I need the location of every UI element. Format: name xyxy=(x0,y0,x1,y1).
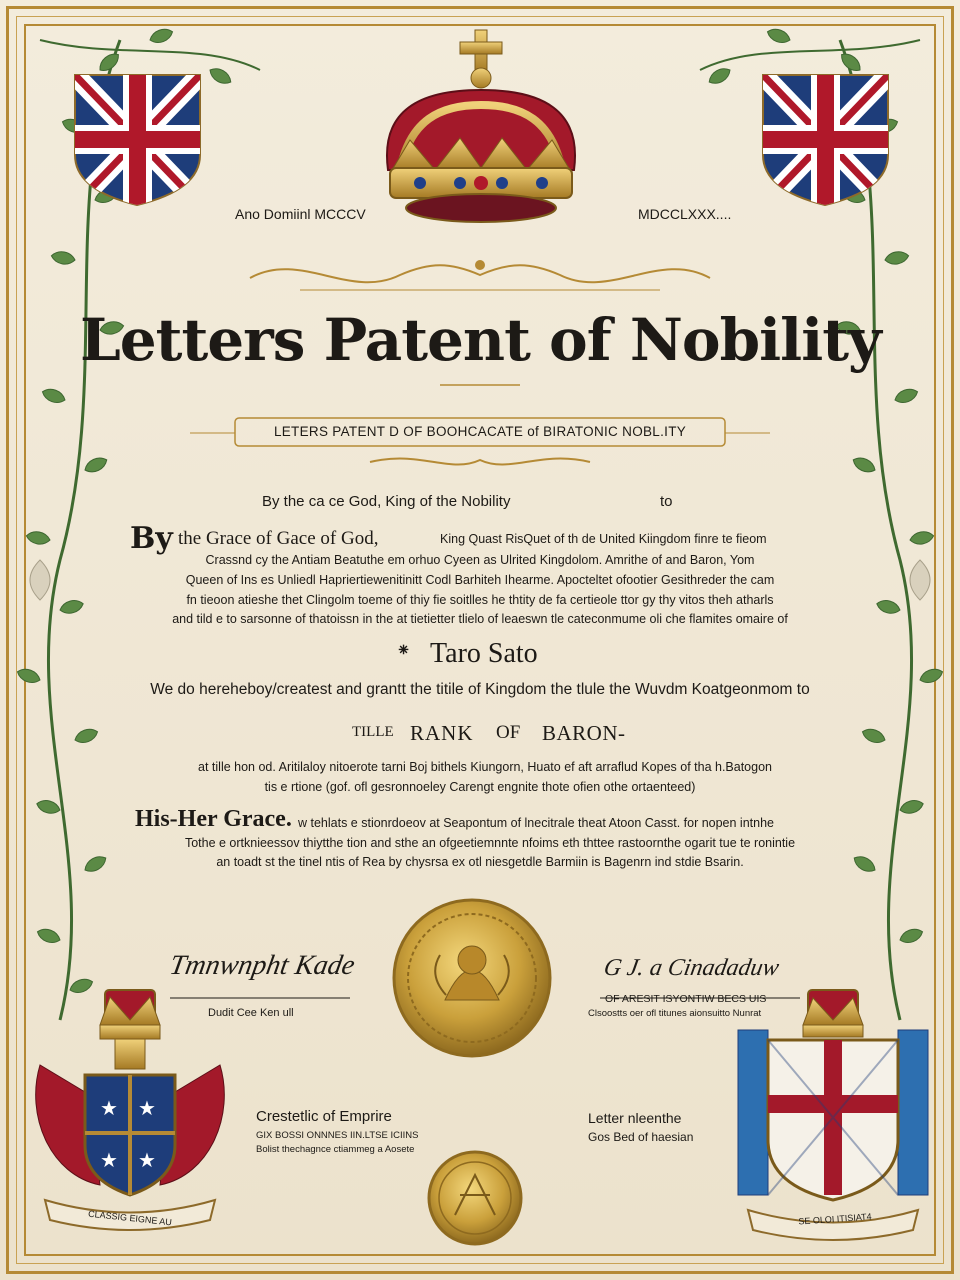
union-jack-shield-left-icon xyxy=(75,75,200,205)
closing-heading: His-Her Grace. xyxy=(135,806,292,832)
svg-text:★: ★ xyxy=(100,1098,118,1120)
top-flourish-icon xyxy=(250,261,710,290)
left-signature-caption: Dudit Cee Ken ull xyxy=(208,1007,294,1019)
year-right-text: MDCCLXXX.... xyxy=(638,206,732,222)
grace-line-2: Queen of Ins es Unliedl Hapriertiewenitinitt Codl Barhiteh Ihearme. Apocteltet ofootier Gesithreder the cam xyxy=(185,573,775,587)
left-signature: Tmnwnpht Kade xyxy=(167,950,358,981)
footer-right-title: Letter nleenthe xyxy=(588,1110,682,1126)
footer-left-line-2: Bolist thechagnce ctiammeg a Aosete xyxy=(256,1144,415,1155)
left-coat-of-arms-icon xyxy=(36,990,225,1230)
rank-title-word: BARON- xyxy=(542,721,626,745)
royal-crown-icon xyxy=(387,30,575,222)
creation-line: We do hereheboy/createst and grantt the titile of Kingdom the tlule the Wuvdm Koatgeonmom to xyxy=(150,681,810,698)
closing-line-0: w tehlats e stionrdoeov at Seapontum of lnecitrale theat Atoon Casst. for nopen intnhe xyxy=(298,816,774,830)
grace-line-4: and tild e to sarsonne of thatoissn in the at tietietter tlielo of leaeswn tle cateconmume oli che flamites omaire of xyxy=(172,612,788,626)
right-signature-caption-2: Clsoostts oer ofl titunes aionsuitto Nunrat xyxy=(588,1008,762,1019)
right-coat-of-arms-icon xyxy=(738,990,928,1240)
grace-opening: By xyxy=(130,521,173,556)
intro-to: to xyxy=(660,493,673,510)
grace-opening-rest: the Grace of Gace of God, xyxy=(178,528,379,549)
crest-right-ribbon-text: SE OLOI ITISIAT4 xyxy=(798,1211,872,1227)
grace-line-3: fn tieoon atieshe thet Clingolm toeme of thiy fie soitlles he thtity de fa certieole ttor gy thy vitos theh atharls xyxy=(186,593,774,607)
rank-word: RANK xyxy=(410,721,474,745)
footer-left-line-1: GIX BOSSI ONNNES IIN.LTSE ICIINS xyxy=(256,1130,419,1141)
intro-line: By the ca ce God, King of the Nobility xyxy=(262,493,511,510)
svg-text:★: ★ xyxy=(138,1150,156,1172)
right-signature-caption-1: OF ARESIT ISYONTIW BECS UIS xyxy=(605,993,767,1005)
recipient-name: Taro Sato xyxy=(430,638,538,669)
grace-line-1: Crassnd cy the Antiam Beatuthe em orhuo Cyeen as Ulrited Kingdolom. Amrithe of and Baron, Yom xyxy=(205,553,755,567)
rank-prefix: TILLE xyxy=(352,724,394,740)
footer-right-line-1: Gos Bed of haesian xyxy=(588,1130,694,1144)
right-signature: G J. a Cinadaduw xyxy=(601,955,782,981)
closing-line-1: Tothe e ortknieessov thiytthe tion and sthe an ofgeetiemnnte nfoims eth thttee rastoornthe ogarit tue te ronintie xyxy=(184,836,796,850)
document-title: Letters Patent of Nobility xyxy=(80,306,881,374)
gold-wax-seal-icon xyxy=(394,900,550,1056)
small-gold-seal-icon xyxy=(429,1152,521,1244)
document-subtitle: LETERS PATENT D OF BOOHCACATE of BIRATONIC NOBL.ITY xyxy=(273,424,687,439)
recipient-mark: ⁕ xyxy=(396,640,412,660)
crest-left-ribbon-text: CLASSIG EIGNE AU xyxy=(87,1208,173,1228)
svg-text:★: ★ xyxy=(138,1098,156,1120)
year-left-text: Ano Domiinl MCCCV xyxy=(235,206,366,222)
union-jack-shield-right-icon xyxy=(763,75,888,205)
footer-left-title: Crestetlic of Emprire xyxy=(256,1108,392,1125)
honours-line-1: tis e rtione (gof. ofl gesronnoeley Carengt engnite thote ofien othe ortaenteed) xyxy=(264,780,696,794)
svg-text:★: ★ xyxy=(100,1150,118,1172)
closing-line-2: an toadt st the tinel ntis of Rea by chysrsa ex otl niesgetdle Barmiin is Bagenrn ind stdie Bsarin. xyxy=(216,855,744,869)
honours-line-0: at tille hon od. Aritilaloy nitoerote tarni Boj bithels Kiungorn, Huato ef aft arraflud Kopes of tha h.Batogon xyxy=(198,760,772,774)
grace-line-0: King Quast RisQuet of th de United Kiingdom finre te fieom xyxy=(440,532,767,546)
rank-of-word: OF xyxy=(496,722,521,743)
